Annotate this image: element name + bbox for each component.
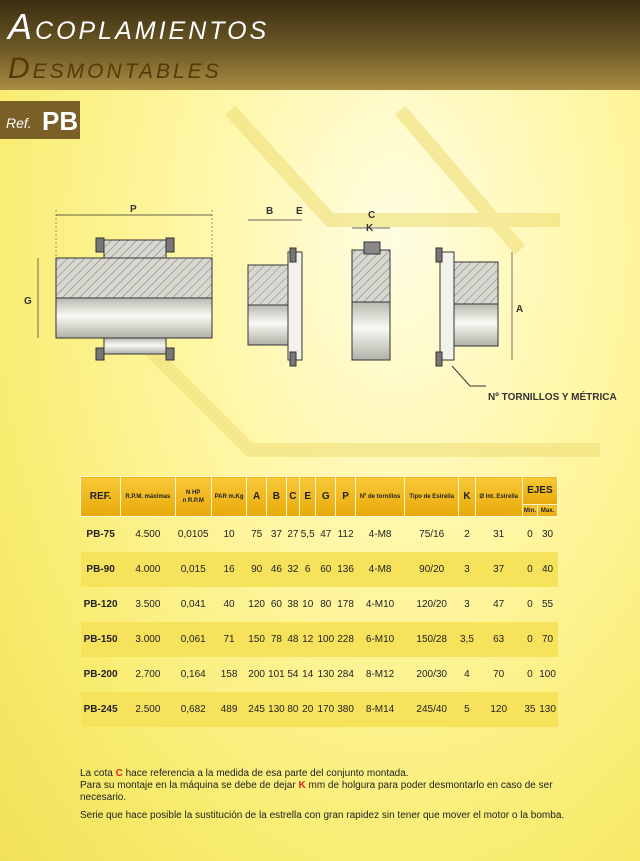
cell-c: 38 (287, 599, 299, 610)
col-b: B (267, 477, 287, 517)
col-nhp-top: N HP (186, 489, 201, 496)
cell-tornillos: 8-M12 (365, 669, 395, 680)
cell-min: 0 (527, 529, 533, 540)
spec-table (80, 476, 558, 727)
cell-p: 284 (337, 669, 354, 680)
cell-rpm: 4.000 (121, 552, 175, 587)
dim-label-a: A (516, 304, 524, 315)
col-estrella: Tipo de Estrella (405, 477, 459, 517)
cell-p: 136 (336, 552, 356, 587)
cell-int: 63 (475, 622, 522, 657)
col-max: Max. (538, 505, 558, 517)
cell-a: 90 (247, 552, 267, 587)
cell-b: 101 (268, 669, 285, 680)
cell-min: 0 (522, 552, 537, 587)
col-ejes: EJES (522, 477, 557, 505)
flange-view (436, 248, 512, 386)
cell-a: 200 (248, 669, 265, 680)
hub-view (248, 220, 302, 366)
table-row (81, 552, 558, 587)
cell-rpm: 4.500 (135, 529, 161, 540)
table-row (81, 587, 558, 622)
cell-ref: PB-120 (83, 599, 118, 610)
star-view (352, 228, 390, 360)
note-1-highlight: C (115, 768, 123, 779)
cell-ref: PB-150 (81, 622, 121, 657)
cell-par: 40 (223, 599, 235, 610)
col-g: G (316, 477, 336, 517)
cell-min: 35 (522, 692, 537, 727)
dim-label-c: C (368, 210, 376, 221)
cell-g: 60 (316, 552, 336, 587)
cell-par: 158 (220, 669, 238, 680)
col-par: PAR m.Kg (211, 477, 246, 517)
cell-rpm: 3.500 (135, 599, 161, 610)
cell-c: 32 (286, 552, 299, 587)
cell-rpm: 2.500 (121, 692, 175, 727)
cell-tornillos: 6-M10 (355, 622, 404, 657)
cell-par: 10 (223, 529, 235, 540)
cell-nhp: 0,682 (175, 692, 211, 727)
note-3: Serie que hace posible la sustitución de la estrella con gran rapidez sin tener que mover el motor o la bomba. (80, 810, 565, 821)
cell-tornillos: 4-M10 (365, 599, 395, 610)
header-banner (0, 0, 640, 90)
cell-k: 3 (459, 552, 475, 587)
cell-estrella: 120/20 (416, 599, 447, 610)
cell-nhp: 0,164 (180, 669, 206, 680)
cell-g: 100 (316, 622, 336, 657)
col-min: Min. (522, 505, 537, 517)
cell-nhp: 0,015 (175, 552, 211, 587)
table-row (81, 622, 558, 657)
cell-estrella: 200/30 (416, 669, 447, 680)
page-subtitle: Desmontables (8, 52, 222, 85)
cell-c: 27 (287, 529, 299, 540)
cell-p: 228 (336, 622, 356, 657)
cell-par: 16 (211, 552, 246, 587)
page-title: Acoplamientos (8, 6, 270, 47)
table-row (81, 657, 558, 692)
dim-label-e: E (296, 206, 303, 217)
cell-b: 37 (270, 529, 282, 540)
col-rpm: R.P.M. máximas (121, 477, 175, 517)
col-p: P (336, 477, 356, 517)
cell-c: 48 (286, 622, 299, 657)
cell-par: 489 (211, 692, 246, 727)
note-2-text-end: mm de holgura para poder desmontarlo en caso de ser necesario. (80, 780, 553, 803)
spec-table-body (81, 517, 558, 728)
cell-b: 130 (267, 692, 287, 727)
cell-e: 10 (302, 599, 314, 610)
cell-estrella: 90/20 (405, 552, 459, 587)
cell-g: 80 (320, 599, 332, 610)
note-1 (80, 768, 570, 804)
cell-max: 30 (541, 529, 554, 540)
cell-b: 46 (267, 552, 287, 587)
cell-e: 20 (299, 692, 315, 727)
cell-ref: PB-75 (86, 529, 115, 540)
cell-nhp: 0,061 (175, 622, 211, 657)
cell-nhp: 0,041 (180, 599, 206, 610)
cell-max: 100 (539, 669, 556, 680)
cell-estrella: 150/28 (405, 622, 459, 657)
cell-max: 70 (538, 622, 558, 657)
dim-label-g: G (24, 296, 32, 307)
cell-rpm: 3.000 (121, 622, 175, 657)
coupling-drawing (0, 190, 640, 410)
cell-ref: PB-90 (81, 552, 121, 587)
col-c: C (286, 477, 299, 517)
cell-e: 6 (299, 552, 315, 587)
cell-k: 3 (464, 599, 470, 610)
table-row (81, 692, 558, 727)
cell-estrella: 245/40 (405, 692, 459, 727)
cell-a: 245 (247, 692, 267, 727)
cell-int: 70 (493, 669, 505, 680)
callout-tornillos: Nº TORNILLOS Y MÉTRICA (488, 392, 617, 403)
cell-max: 40 (538, 552, 558, 587)
note-2-highlight: K (298, 780, 306, 791)
cell-a: 150 (247, 622, 267, 657)
cell-tornillos: 4-M8 (368, 529, 392, 540)
cell-e: 14 (302, 669, 314, 680)
cell-c: 80 (286, 692, 299, 727)
cell-g: 130 (317, 669, 335, 680)
assembly-view (38, 210, 212, 360)
cell-min: 0 (522, 622, 537, 657)
cell-b: 60 (270, 599, 282, 610)
cell-a: 120 (248, 599, 265, 610)
cell-a: 75 (251, 529, 263, 540)
col-nhp-bottom: n R.P.M (182, 497, 204, 504)
col-nhp (175, 477, 211, 517)
cell-p: 112 (337, 529, 354, 540)
note-1-text: La cota (80, 768, 116, 779)
cell-rpm: 2.700 (135, 669, 161, 680)
cell-k: 2 (464, 529, 470, 540)
col-int: Ø Int. Estrella (475, 477, 522, 517)
notes (80, 768, 570, 828)
cell-min: 0 (527, 599, 533, 610)
cell-estrella: 75/16 (419, 529, 445, 540)
cell-k: 4 (464, 669, 470, 680)
table-row (81, 517, 558, 553)
col-e: E (299, 477, 315, 517)
cell-e: 12 (299, 622, 315, 657)
cell-nhp: 0,0105 (177, 529, 209, 540)
cell-max: 130 (538, 692, 558, 727)
cell-c: 54 (287, 669, 299, 680)
cell-max: 55 (541, 599, 554, 610)
ref-badge (0, 101, 80, 139)
cell-tornillos: 8-M14 (355, 692, 404, 727)
ref-label: Ref. (6, 115, 32, 131)
cell-ref: PB-200 (83, 669, 118, 680)
col-tornillos: Nº de tornillos (355, 477, 404, 517)
dim-label-b: B (266, 206, 274, 217)
col-ref: REF. (81, 477, 121, 517)
cell-ref: PB-245 (81, 692, 121, 727)
col-a: A (247, 477, 267, 517)
cell-e: 5,5 (300, 529, 315, 540)
note-2-text: Para su montaje en la máquina se debe de dejar (80, 780, 299, 791)
cell-int: 37 (475, 552, 522, 587)
cell-b: 78 (267, 622, 287, 657)
col-k: K (459, 477, 475, 517)
cell-p: 380 (336, 692, 356, 727)
note-1-text-end: hace referencia a la medida de esa parte del conjunto montada. (122, 768, 409, 779)
cell-int: 47 (493, 599, 505, 610)
ref-code: PB (42, 106, 79, 136)
cell-tornillos: 4-M8 (355, 552, 404, 587)
cell-g: 47 (320, 529, 332, 540)
cell-int: 31 (493, 529, 505, 540)
dim-label-k: K (366, 223, 374, 234)
cell-k: 3,5 (459, 622, 475, 657)
cell-g: 170 (316, 692, 336, 727)
cell-par: 71 (211, 622, 246, 657)
cell-k: 5 (459, 692, 475, 727)
cell-p: 178 (337, 599, 354, 610)
dim-label-p: P (130, 204, 137, 215)
cell-min: 0 (527, 669, 533, 680)
cell-int: 120 (475, 692, 522, 727)
